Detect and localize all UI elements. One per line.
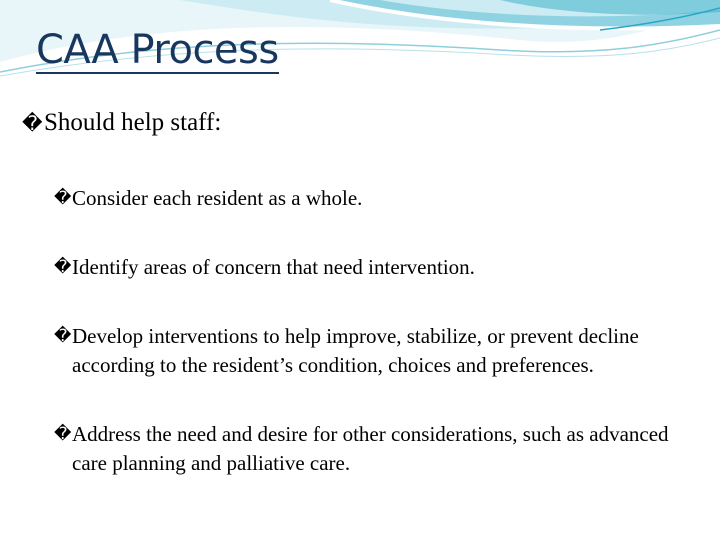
bullet-glyph: � [54,188,72,208]
sub-bullet-text: Address the need and desire for other considerations, such as advanced care planning and palliative care. [72,422,669,475]
bullet-glyph: � [54,257,72,277]
slide-body [22,108,702,478]
main-bullet-point [22,108,702,138]
sub-bullet-item [54,184,702,213]
bullet-glyph: � [54,326,72,346]
sub-bullet-text: Identify areas of concern that need intervention. [72,255,475,279]
sub-bullet-item [54,322,702,380]
sub-bullet-item [54,420,702,478]
bullet-glyph: � [54,424,72,444]
sub-bullet-text: Develop interventions to help improve, stabilize, or prevent decline according to the resident’s condition, choices and preferences. [72,324,639,377]
main-bullet-text: Should help staff: [44,109,222,136]
slide-title: CAA Process [36,27,279,73]
sub-bullet-item [54,253,702,282]
bullet-glyph: � [22,111,43,135]
sub-bullet-text: Consider each resident as a whole. [72,186,363,210]
sub-bullet-list [54,184,702,478]
